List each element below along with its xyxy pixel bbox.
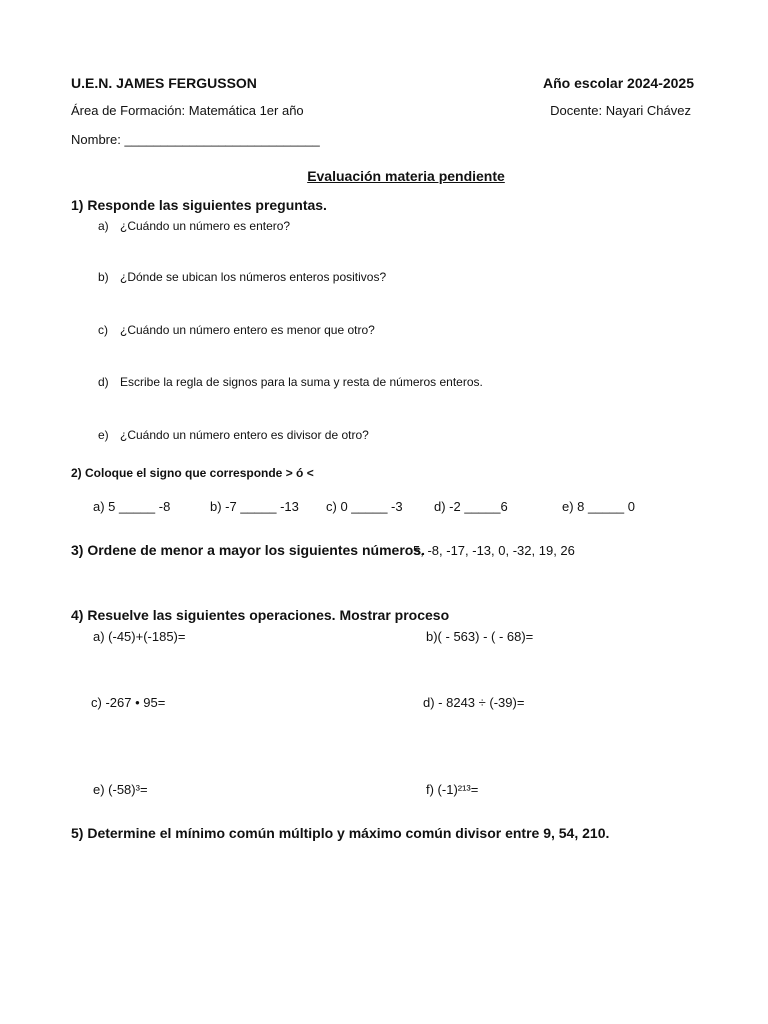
q1-item-e-letter: e): [98, 428, 109, 442]
q3-numbers: 5, -8, -17, -13, 0, -32, 19, 26: [413, 543, 575, 558]
school-name: U.E.N. JAMES FERGUSSON: [71, 75, 257, 91]
q1-item-a-text: ¿Cuándo un número es entero?: [120, 219, 291, 233]
q1-item-b-letter: b): [98, 270, 109, 284]
q1-item-d-letter: d): [98, 375, 109, 389]
q2-item-b: b) -7 _____ -13: [210, 499, 299, 514]
page-title: Evaluación materia pendiente: [307, 168, 505, 184]
question-1-heading: 1) Responde las siguientes preguntas.: [71, 197, 327, 213]
question-4-heading: 4) Resuelve las siguientes operaciones. Mostrar proceso: [71, 607, 450, 623]
q1-item-a-letter: a): [98, 219, 109, 233]
q1-item-b-text: ¿Dónde se ubican los números enteros positivos?: [120, 270, 387, 284]
q2-item-c: c) 0 _____ -3: [326, 499, 403, 514]
q1-item-c-letter: c): [98, 323, 108, 337]
student-name-field[interactable]: Nombre: ___________________________: [71, 132, 320, 147]
question-3-heading: 3) Ordene de menor a mayor los siguientes números.: [71, 542, 425, 558]
q2-item-d: d) -2 _____6: [434, 499, 508, 514]
question-5-heading: 5) Determine el mínimo común múltiplo y máximo común divisor entre 9, 54, 210.: [71, 825, 610, 841]
q1-item-e-text: ¿Cuándo un número entero es divisor de otro?: [120, 428, 369, 442]
q4-item-d: d) - 8243 ÷ (-39)=: [423, 695, 525, 710]
q2-item-e: e) 8 _____ 0: [562, 499, 636, 514]
school-year: Año escolar 2024-2025: [543, 75, 694, 91]
q4-item-f: f) (-1)²¹³=: [426, 782, 479, 797]
q1-item-c-text: ¿Cuándo un número entero es menor que otro?: [120, 323, 375, 337]
subject-area: Área de Formación: Matemática 1er año: [71, 103, 304, 118]
q1-item-d-text: Escribe la regla de signos para la suma y resta de números enteros.: [120, 375, 483, 389]
q4-item-c: c) -267 • 95=: [91, 695, 166, 710]
q4-item-a: a) (-45)+(-185)=: [93, 629, 186, 644]
q4-item-b: b)( - 563) - ( - 68)=: [426, 629, 534, 644]
q2-item-a: a) 5 _____ -8: [93, 499, 171, 514]
question-2-heading: 2) Coloque el signo que corresponde > ó <: [71, 466, 314, 480]
q4-item-e: e) (-58)³=: [93, 782, 148, 797]
teacher-name: Docente: Nayari Chávez: [550, 103, 691, 118]
